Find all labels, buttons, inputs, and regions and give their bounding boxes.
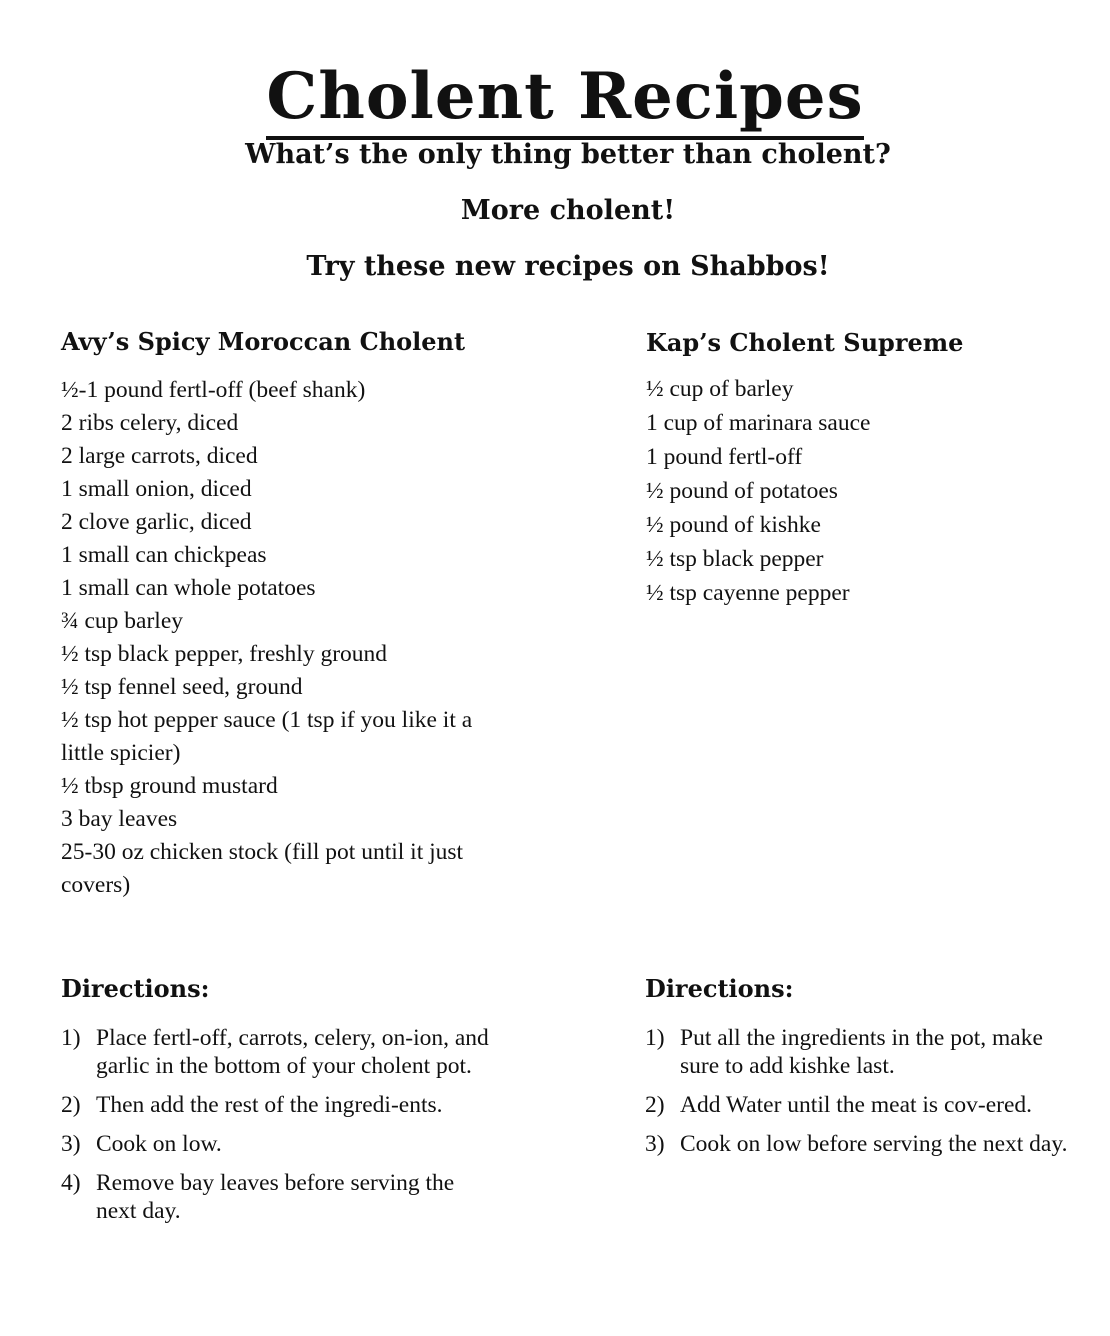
ingredient-item: 2 ribs celery, diced <box>61 410 239 436</box>
step-text: Cook on low. <box>96 1131 222 1157</box>
step-number: 1) <box>61 1025 81 1051</box>
directions-heading-kap: Directions: <box>645 974 794 1003</box>
ingredient-item: ½ pound of kishke <box>646 512 821 538</box>
step-text: Add Water until the meat is cov-ered. <box>680 1092 1033 1118</box>
tagline-answer: More cholent! <box>460 195 676 226</box>
ingredient-item: 1 cup of marinara sauce <box>646 410 871 436</box>
ingredient-item: ½ tsp hot pepper sauce (1 tsp if you like it a little spicier) <box>61 707 473 766</box>
step-text: Cook on low before serving the next day. <box>680 1131 1068 1157</box>
direction-step <box>61 1024 491 1080</box>
recipe-title-kap: Kap’s Cholent Supreme <box>646 328 964 357</box>
step-number: 4) <box>61 1170 81 1196</box>
tagline-question: What’s the only thing better than cholent? <box>245 139 891 170</box>
ingredient-item: ½ tsp cayenne pepper <box>646 580 850 606</box>
ingredient-item: ¾ cup barley <box>61 608 184 634</box>
ingredient-item: ½ tsp black pepper <box>646 546 824 572</box>
step-number: 1) <box>645 1025 665 1051</box>
recipe-title-avy: Avy’s Spicy Moroccan Cholent <box>61 327 466 356</box>
ingredient-item: 1 small can whole potatoes <box>61 575 316 601</box>
ingredient-item: 1 small can chickpeas <box>61 542 267 568</box>
ingredient-item: ½-1 pound fertl-off (beef shank) <box>61 377 366 403</box>
ingredient-item: 3 bay leaves <box>61 806 178 832</box>
step-text: Then add the rest of the ingredi-ents. <box>96 1092 443 1118</box>
ingredient-item: 1 small onion, diced <box>61 476 252 502</box>
ingredient-item: 25-30 oz chicken stock (fill pot until it just covers) <box>61 839 464 898</box>
ingredient-item: ½ tsp black pepper, freshly ground <box>61 641 388 667</box>
directions-list-avy <box>61 1024 491 1236</box>
ingredient-item: ½ pound of potatoes <box>646 478 838 504</box>
step-number: 2) <box>645 1092 665 1118</box>
step-number: 2) <box>61 1092 81 1118</box>
direction-step <box>645 1024 1075 1080</box>
ingredient-list-avy <box>61 374 511 902</box>
ingredient-item: ½ tsp fennel seed, ground <box>61 674 303 700</box>
ingredient-item: 1 pound fertl-off <box>646 444 803 470</box>
step-number: 3) <box>61 1131 81 1157</box>
ingredient-item: ½ tbsp ground mustard <box>61 773 278 799</box>
ingredient-item: 2 large carrots, diced <box>61 443 258 469</box>
directions-list-kap <box>645 1024 1075 1169</box>
direction-step <box>645 1130 1075 1158</box>
step-text: Put all the ingredients in the pot, make sure to add kishke last. <box>680 1025 1043 1079</box>
step-text: Place fertl-off, carrots, celery, on-ion, and garlic in the bottom of your cholent pot. <box>96 1025 489 1079</box>
step-text: Remove bay leaves before serving the next day. <box>96 1170 455 1224</box>
direction-step <box>61 1169 491 1225</box>
tagline-invite: Try these new recipes on Shabbos! <box>306 251 830 282</box>
step-number: 3) <box>645 1131 665 1157</box>
ingredient-list-kap <box>646 372 1076 610</box>
ingredient-item: ½ cup of barley <box>646 376 794 402</box>
directions-heading-avy: Directions: <box>61 974 210 1003</box>
direction-step <box>61 1130 491 1158</box>
direction-step <box>61 1091 491 1119</box>
direction-step <box>645 1091 1075 1119</box>
page-title-text: Cholent Recipes <box>266 59 863 140</box>
ingredient-item: 2 clove garlic, diced <box>61 509 252 535</box>
page-title <box>0 55 1110 139</box>
